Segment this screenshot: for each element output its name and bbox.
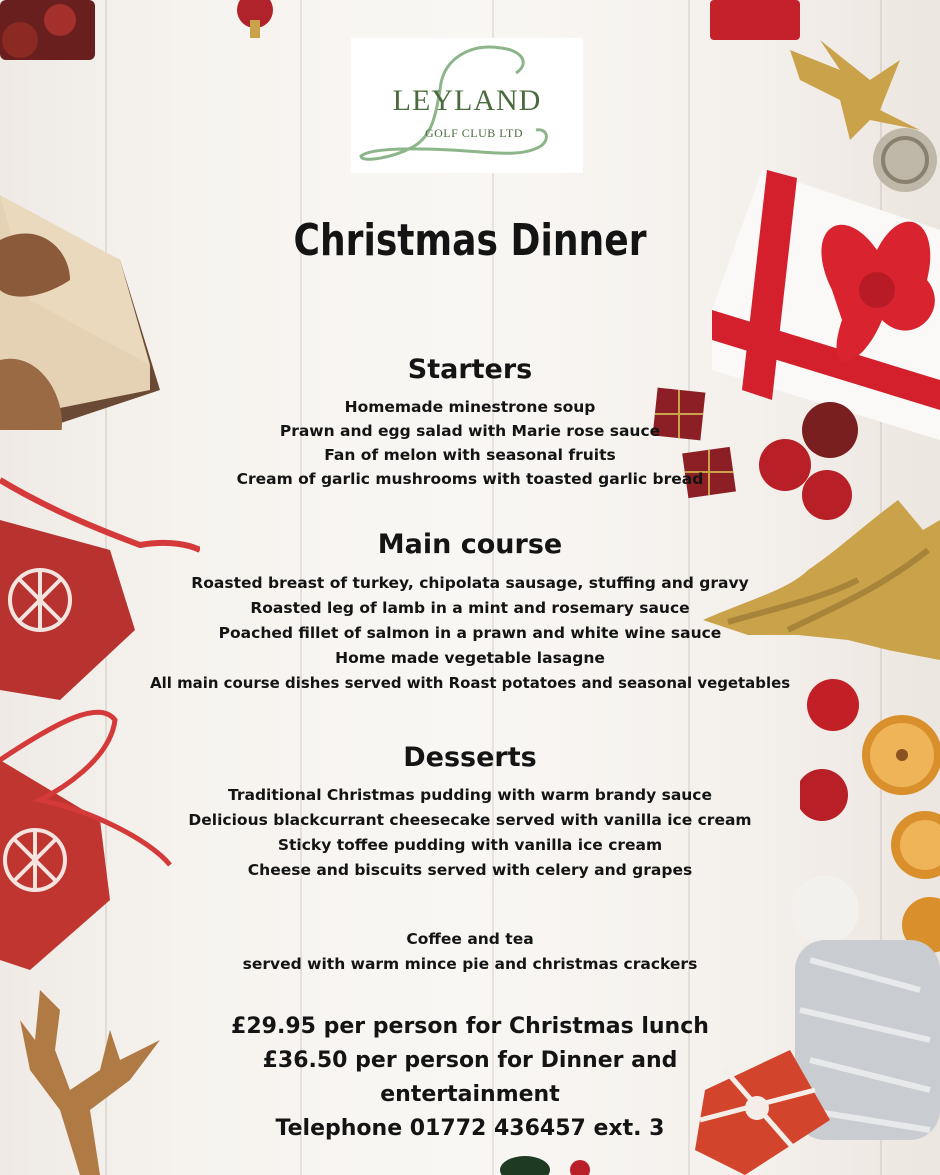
christmas-bauble-icon bbox=[225, 0, 285, 40]
pine-cone-icon bbox=[495, 1140, 615, 1175]
club-logo bbox=[351, 38, 583, 173]
menu-item: All main course dishes served with Roast potatoes and seasonal vegetables bbox=[149, 674, 790, 692]
page-title: Christmas Dinner bbox=[293, 215, 647, 266]
price-dinner: £36.50 per person for Dinner and bbox=[262, 1048, 678, 1073]
section-heading-starters: Starters bbox=[407, 354, 533, 385]
gold-reindeer-icon bbox=[0, 980, 170, 1175]
menu-item: Traditional Christmas pudding with warm brandy sauce bbox=[227, 786, 713, 804]
coffee-detail: served with warm mince pie and christmas crackers bbox=[242, 955, 698, 973]
logo-subtitle: GOLF CLUB LTD bbox=[424, 126, 524, 140]
section-heading-main-course: Main course bbox=[377, 529, 563, 560]
section-heading-desserts: Desserts bbox=[403, 742, 537, 773]
menu-item: Cream of garlic mushrooms with toasted garlic bread bbox=[236, 470, 704, 488]
price-dinner-continued: entertainment bbox=[380, 1082, 560, 1107]
menu-item: Poached fillet of salmon in a prawn and white wine sauce bbox=[218, 624, 722, 642]
menu-item: Cheese and biscuits served with celery and grapes bbox=[247, 861, 693, 879]
telephone: Telephone 01772 436457 ext. 3 bbox=[275, 1116, 665, 1141]
menu-item: Fan of melon with seasonal fruits bbox=[324, 446, 616, 464]
menu-item: Homemade minestrone soup bbox=[344, 398, 596, 416]
menu-item: Delicious blackcurrant cheesecake served with vanilla ice cream bbox=[188, 811, 752, 829]
coffee-title: Coffee and tea bbox=[406, 930, 534, 948]
price-lunch: £29.95 per person for Christmas lunch bbox=[231, 1014, 709, 1039]
logo-name: LEYLAND bbox=[392, 84, 542, 117]
pine-cone-icon bbox=[0, 0, 120, 80]
menu-item: Home made vegetable lasagne bbox=[335, 649, 605, 667]
menu-item: Prawn and egg salad with Marie rose sauce bbox=[279, 422, 661, 440]
menu-item: Roasted leg of lamb in a mint and rosemary sauce bbox=[250, 599, 690, 617]
menu-item: Sticky toffee pudding with vanilla ice cream bbox=[277, 836, 663, 854]
menu-item: Roasted breast of turkey, chipolata sausage, stuffing and gravy bbox=[191, 574, 749, 592]
